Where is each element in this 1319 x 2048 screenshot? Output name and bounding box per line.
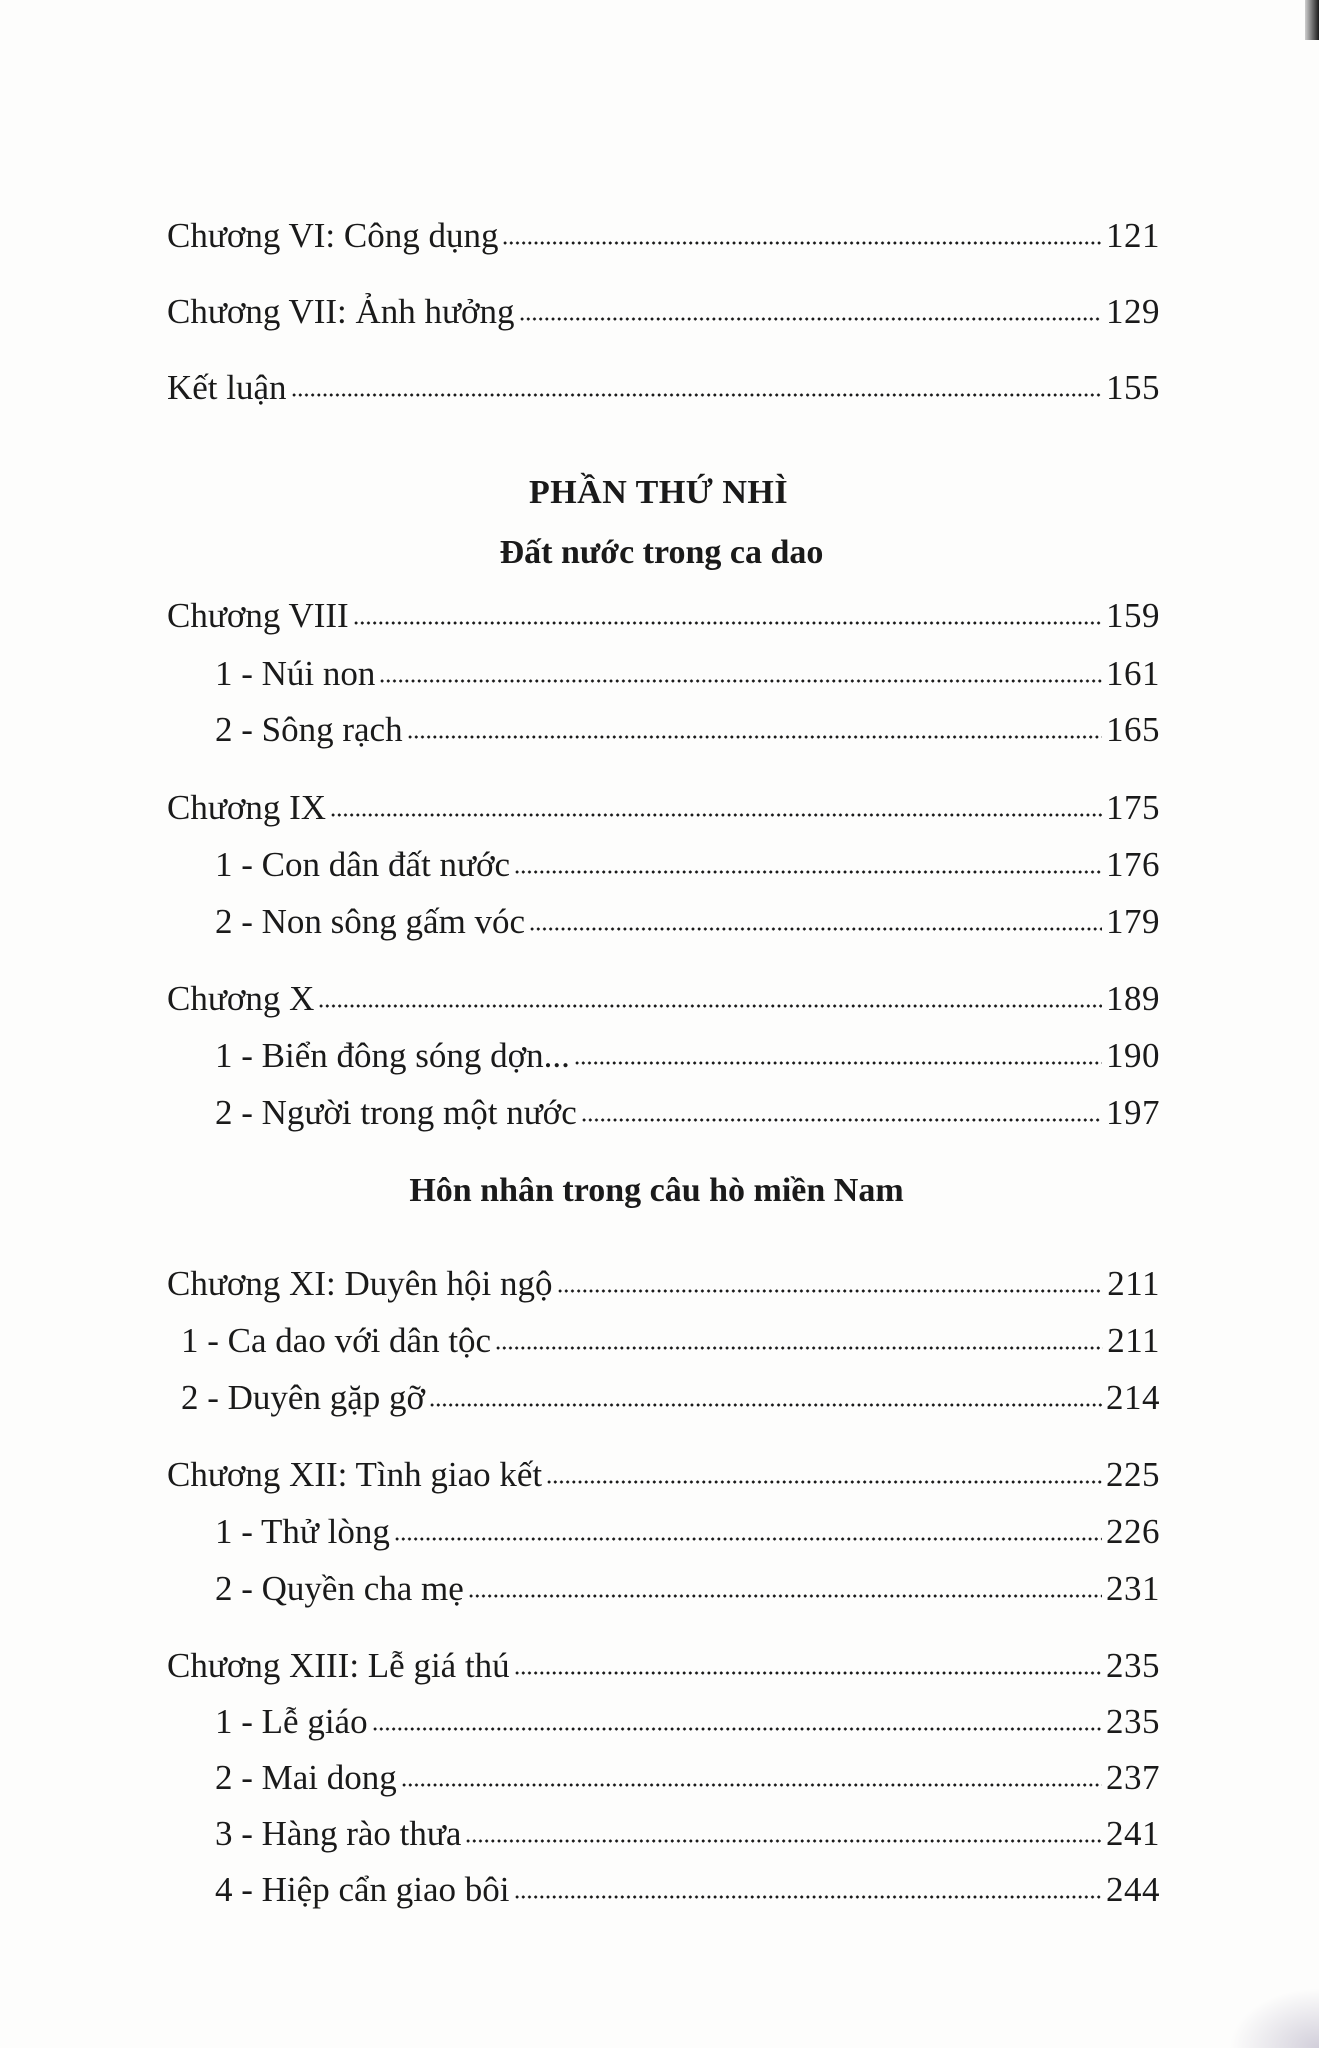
dot-leader bbox=[529, 920, 1102, 932]
entry-label: 1 - Núi non bbox=[215, 654, 376, 693]
entry-label: 1 - Con dân đất nước bbox=[215, 845, 511, 884]
toc-subentry bbox=[215, 1567, 1160, 1611]
toc-subentry bbox=[215, 652, 1160, 696]
dot-leader bbox=[514, 1664, 1102, 1676]
toc-subentry bbox=[215, 1034, 1160, 1078]
entry-label: Chương VII: Ảnh hưởng bbox=[167, 292, 515, 331]
dot-leader bbox=[519, 310, 1102, 322]
dot-leader bbox=[330, 806, 1102, 818]
entry-page: 159 bbox=[1106, 596, 1160, 635]
toc-entry-chuong-xii bbox=[167, 1453, 1160, 1497]
toc-entry-chuong-xi bbox=[167, 1262, 1160, 1306]
entry-page: 155 bbox=[1106, 368, 1160, 407]
entry-label: 2 - Non sông gấm vóc bbox=[215, 902, 526, 941]
part-title: PHẦN THỨ NHÌ bbox=[528, 474, 789, 511]
dot-leader bbox=[318, 997, 1102, 1009]
entry-page: 121 bbox=[1106, 216, 1160, 255]
dot-leader bbox=[581, 1111, 1102, 1123]
entry-page: 129 bbox=[1106, 292, 1160, 331]
toc-entry-chuong-ix bbox=[167, 786, 1160, 830]
toc-subentry bbox=[215, 1700, 1160, 1744]
toc-entry-chuong-vi bbox=[167, 214, 1160, 258]
toc-subentry bbox=[215, 708, 1160, 752]
toc-subentry bbox=[215, 1812, 1160, 1856]
toc-subentry bbox=[215, 1868, 1160, 1912]
entry-page: 211 bbox=[1107, 1321, 1160, 1360]
entry-page: 176 bbox=[1106, 845, 1160, 884]
entry-page: 211 bbox=[1107, 1264, 1160, 1303]
entry-label: Chương IX bbox=[167, 788, 327, 827]
entry-page: 235 bbox=[1106, 1702, 1160, 1741]
entry-page: 226 bbox=[1106, 1512, 1160, 1551]
entry-page: 179 bbox=[1106, 902, 1160, 941]
entry-page: 175 bbox=[1106, 788, 1160, 827]
dot-leader bbox=[372, 1720, 1102, 1732]
dot-leader bbox=[394, 1530, 1102, 1542]
entry-page: 190 bbox=[1106, 1036, 1160, 1075]
toc-subentry bbox=[181, 1376, 1160, 1420]
dot-leader bbox=[379, 672, 1102, 684]
toc-entry-ket-luan bbox=[167, 366, 1160, 410]
entry-page: 237 bbox=[1106, 1758, 1160, 1797]
toc-subentry bbox=[215, 900, 1160, 944]
section-title: Hôn nhân trong câu hò miền Nam bbox=[409, 1172, 904, 1209]
entry-label: 2 - Sông rạch bbox=[215, 710, 403, 749]
dot-leader bbox=[502, 234, 1102, 246]
entry-label: Chương X bbox=[167, 979, 315, 1018]
toc-entry-chuong-viii bbox=[167, 594, 1160, 638]
entry-label: 1 - Thử lòng bbox=[215, 1512, 390, 1551]
entry-label: Chương XIII: Lễ giá thú bbox=[167, 1646, 510, 1685]
toc-subentry bbox=[215, 1091, 1160, 1135]
entry-page: 165 bbox=[1106, 710, 1160, 749]
entry-label: 2 - Quyền cha mẹ bbox=[215, 1569, 464, 1608]
dot-leader bbox=[557, 1282, 1104, 1294]
entry-label: 3 - Hàng rào thưa bbox=[215, 1814, 462, 1853]
entry-label: 2 - Người trong một nước bbox=[215, 1093, 577, 1132]
entry-label: 1 - Ca dao với dân tộc bbox=[181, 1321, 492, 1360]
dot-leader bbox=[291, 386, 1102, 398]
entry-label: Kết luận bbox=[167, 368, 287, 407]
entry-page: 161 bbox=[1106, 654, 1160, 693]
entry-page: 235 bbox=[1106, 1646, 1160, 1685]
entry-page: 231 bbox=[1106, 1569, 1160, 1608]
dot-leader bbox=[574, 1054, 1102, 1066]
dot-leader bbox=[353, 614, 1102, 626]
entry-page: 244 bbox=[1106, 1870, 1160, 1909]
entry-label: Chương VI: Công dụng bbox=[167, 216, 499, 255]
dot-leader bbox=[495, 1339, 1103, 1351]
entry-page: 241 bbox=[1106, 1814, 1160, 1853]
dot-leader bbox=[468, 1587, 1102, 1599]
entry-label: 4 - Hiệp cẩn giao bôi bbox=[215, 1870, 510, 1909]
entry-page: 214 bbox=[1106, 1378, 1160, 1417]
dot-leader bbox=[429, 1396, 1102, 1408]
entry-page: 189 bbox=[1106, 979, 1160, 1018]
page-corner-shadow bbox=[1229, 1988, 1319, 2048]
entry-label: Chương VIII bbox=[167, 596, 349, 635]
entry-label: 2 - Mai dong bbox=[215, 1758, 397, 1797]
entry-label: Chương XI: Duyên hội ngộ bbox=[167, 1264, 553, 1303]
toc-entry-chuong-xiii bbox=[167, 1644, 1160, 1688]
toc-subentry bbox=[181, 1319, 1160, 1363]
entry-label: 1 - Lễ giáo bbox=[215, 1702, 368, 1741]
dot-leader bbox=[401, 1776, 1102, 1788]
dot-leader bbox=[407, 728, 1102, 740]
toc-subentry bbox=[215, 843, 1160, 887]
dot-leader bbox=[546, 1473, 1102, 1485]
entry-label: Chương XII: Tình giao kết bbox=[167, 1455, 543, 1494]
toc-subentry bbox=[215, 1756, 1160, 1800]
section-title: Đất nước trong ca dao bbox=[499, 534, 824, 571]
toc-entry-chuong-x bbox=[167, 977, 1160, 1021]
entry-label: 2 - Duyên gặp gỡ bbox=[181, 1378, 426, 1417]
dot-leader bbox=[514, 1888, 1103, 1900]
entry-page: 225 bbox=[1106, 1455, 1160, 1494]
dot-leader bbox=[465, 1832, 1102, 1844]
page-edge-shadow bbox=[1305, 0, 1319, 40]
dot-leader bbox=[514, 863, 1102, 875]
entry-label: 1 - Biển đông sóng dợn... bbox=[215, 1036, 570, 1075]
toc-entry-chuong-vii bbox=[167, 290, 1160, 334]
toc-subentry bbox=[215, 1510, 1160, 1554]
entry-page: 197 bbox=[1106, 1093, 1160, 1132]
